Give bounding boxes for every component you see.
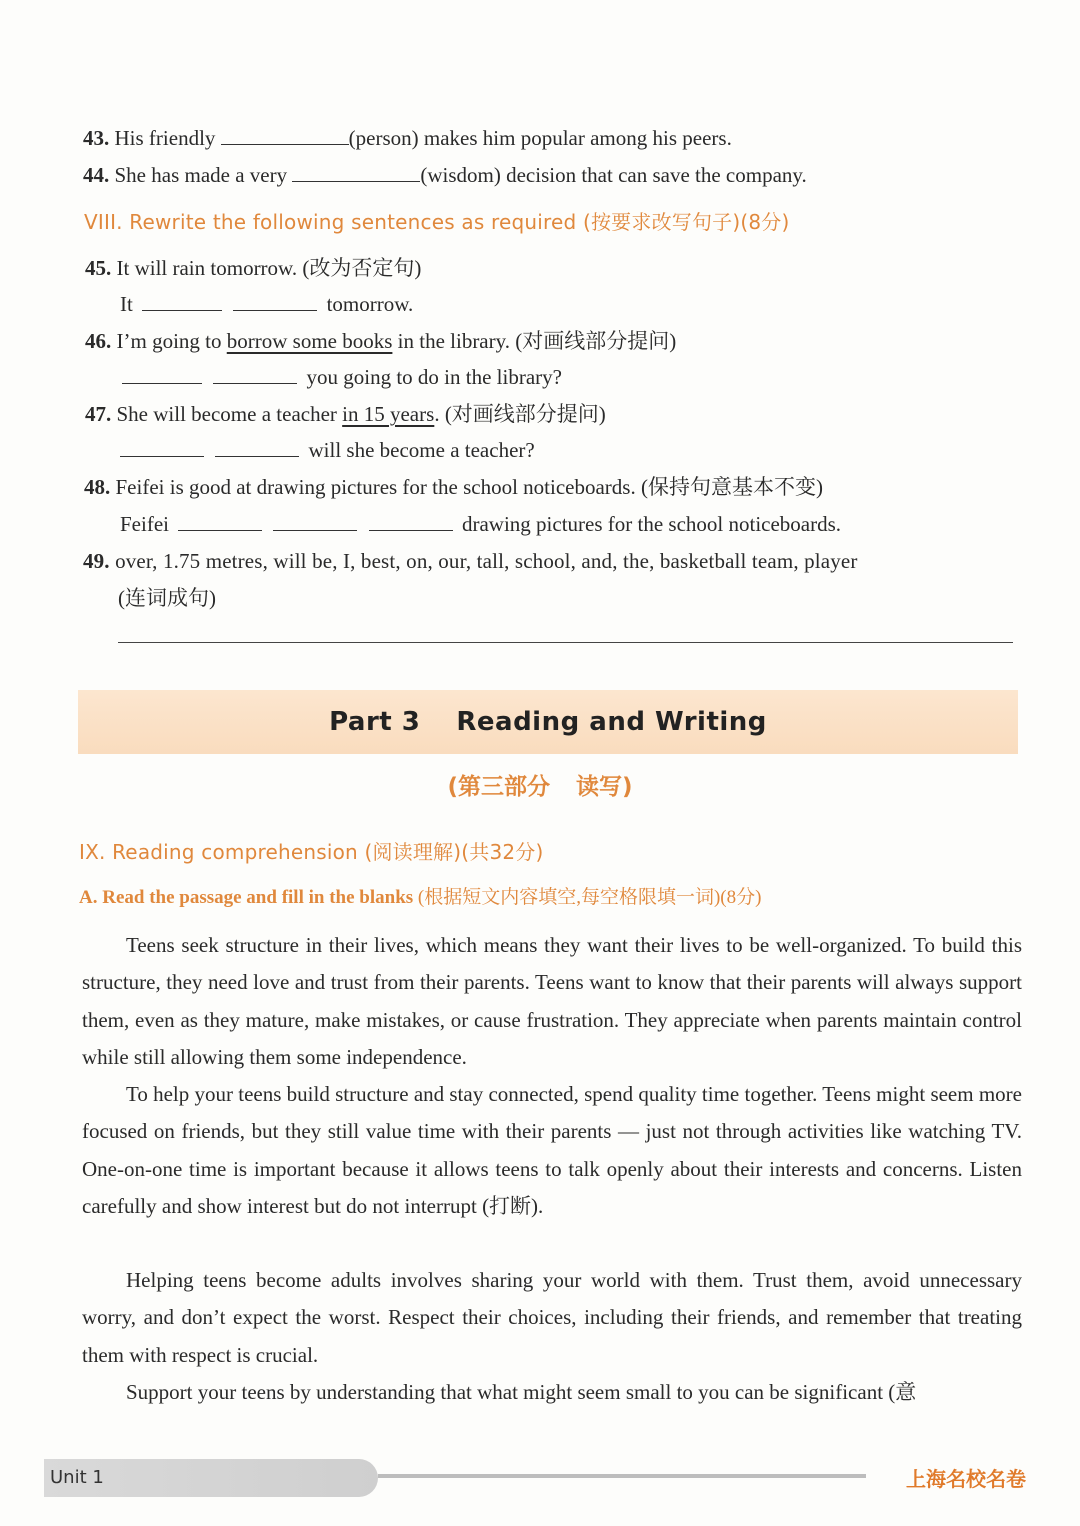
question-44	[83, 161, 807, 189]
answer-blank[interactable]	[273, 510, 357, 531]
unit-tab	[44, 1459, 378, 1497]
part-subtitle-number: (第三部分	[447, 774, 550, 800]
part-subtitle-name: 读写)	[576, 774, 633, 800]
subsection-heading	[79, 884, 761, 912]
question-text: His friendly	[109, 126, 221, 150]
answer-line-49[interactable]	[118, 642, 1013, 643]
answer-blank[interactable]	[178, 510, 262, 531]
footer-divider	[378, 1474, 866, 1478]
question-text: (person) makes him popular among his peers.	[348, 126, 732, 150]
question-48	[84, 473, 823, 501]
passage-paragraph: Support your teens by understanding that what might seem small to you can be significant (意	[126, 1380, 917, 1404]
answer-blank[interactable]	[120, 436, 204, 457]
question-number: 49.	[83, 549, 110, 573]
question-text: in the library. (对画线部分提问)	[392, 329, 677, 353]
question-46	[85, 327, 676, 355]
question-text: It will rain tomorrow. (改为否定句)	[111, 256, 422, 280]
question-number: 46.	[85, 329, 112, 353]
question-number: 45.	[85, 256, 112, 280]
question-45	[85, 254, 421, 282]
answer-blank[interactable]	[122, 363, 202, 384]
section-heading: VIII. Rewrite the following sentences as required (按要求改写句子)(8分)	[84, 210, 790, 234]
answer-blank[interactable]	[292, 161, 420, 182]
passage-paragraph: To help your teens build structure and stay connected, spend quality time together. Teens might seem more focused on friends, but they still value time with their parents — just not through activities like watching TV. One-on-one time is important because it allows teens to talk openly about their interests and concerns. Listen carefully and show interest but do not interrupt (打断).	[82, 1082, 1022, 1218]
unit-label: Unit 1	[50, 1467, 104, 1488]
question-number: 44.	[83, 163, 110, 187]
answer-suffix: tomorrow.	[326, 292, 414, 316]
answer-blank[interactable]	[221, 124, 349, 145]
underlined-phrase: in 15 years	[342, 402, 435, 426]
passage-paragraph: Helping teens become adults involves sharing your world with them. Trust them, avoid unnecessary worry, and don’t expect the worst. Respect their choices, including their friends, and remember that treating them with respect is crucial.	[82, 1268, 1022, 1367]
question-49	[83, 547, 858, 575]
underlined-phrase: borrow some books	[226, 329, 393, 353]
part-number: Part 3	[329, 707, 421, 737]
question-number: 47.	[85, 402, 112, 426]
brand-logo: 上海名校名卷	[906, 1467, 1026, 1491]
answer-prefix: It	[120, 292, 133, 316]
answer-line-46	[122, 363, 562, 391]
answer-blank[interactable]	[233, 290, 317, 311]
answer-line-47	[120, 436, 535, 464]
question-number: 43.	[83, 126, 110, 150]
answer-line-45	[120, 290, 413, 318]
question-text: (wisdom) decision that can save the company.	[420, 163, 807, 187]
question-43	[83, 124, 732, 152]
part-banner	[78, 690, 1018, 754]
part-subtitle	[0, 768, 1080, 801]
question-text: over, 1.75 metres, will be, I, best, on, our, tall, school, and, the, basketball team, player	[109, 549, 858, 573]
answer-blank[interactable]	[142, 290, 222, 311]
question-text: Feifei is good at drawing pictures for the school noticeboards. (保持句意基本不变)	[110, 475, 823, 499]
answer-blank[interactable]	[215, 436, 299, 457]
answer-blank[interactable]	[369, 510, 453, 531]
answer-blank[interactable]	[213, 363, 297, 384]
question-text: She will become a teacher	[111, 402, 343, 426]
answer-suffix: will she become a teacher?	[308, 438, 535, 462]
question-text: She has made a very	[109, 163, 293, 187]
section-heading: IX. Reading comprehension (阅读理解)(共32分)	[79, 840, 544, 864]
part-name: Reading and Writing	[456, 707, 767, 737]
question-text: . (对画线部分提问)	[434, 402, 606, 426]
question-47	[85, 400, 606, 428]
answer-prefix: Feifei	[120, 512, 169, 536]
subsection-title: A. Read the passage and fill in the blanks	[79, 887, 414, 908]
answer-line-48	[120, 510, 841, 538]
question-number: 48.	[84, 475, 111, 499]
question-49-note: (连词成句)	[118, 586, 216, 610]
answer-suffix: you going to do in the library?	[306, 365, 562, 389]
subsection-instructions: (根据短文内容填空,每空格限填一词)(8分)	[413, 887, 762, 908]
answer-suffix: drawing pictures for the school noticeboards.	[461, 512, 842, 536]
passage-paragraph: Teens seek structure in their lives, which means they want their lives to be well-organized. To build this structure, they need love and trust from their parents. Teens want to know that their parents will always support them, even as they mature, make mistakes, or cause frustration. They appreciate when parents maintain control while still allowing them some independence.	[82, 933, 1022, 1069]
part-title	[329, 707, 767, 737]
question-text: I’m going to	[111, 329, 227, 353]
